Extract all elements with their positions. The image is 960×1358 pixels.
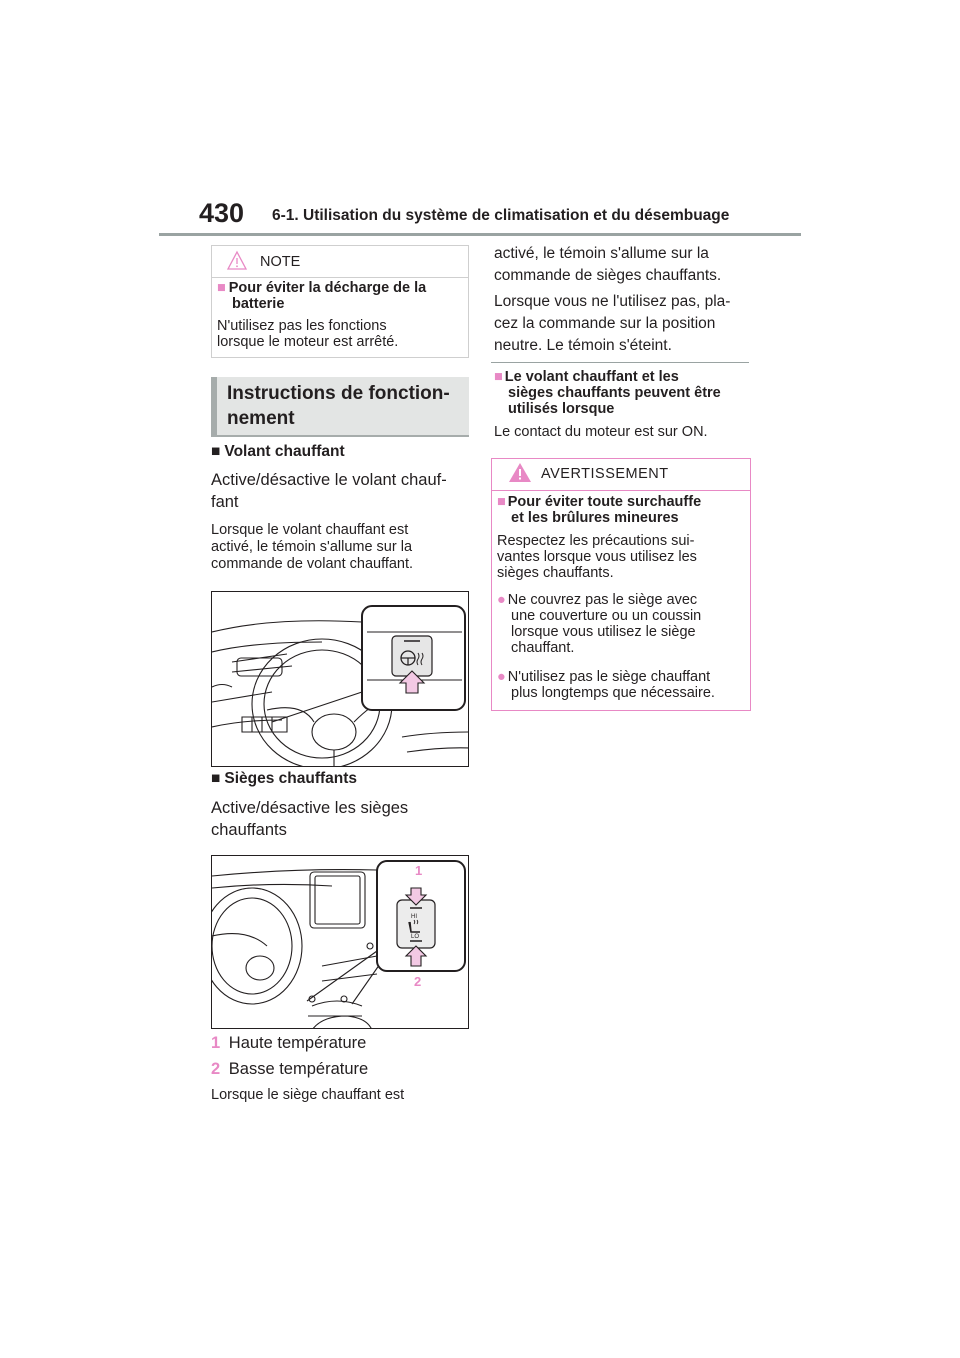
steering-title: Volant chauffant [224,443,345,460]
text-line: Lorsque le siège chauffant est [211,1087,405,1103]
header-divider [159,233,801,236]
steering-wheel-figure [211,591,469,767]
list-item [211,1058,368,1080]
text-line: chauffants [211,821,287,839]
warning-bullet-2 [497,669,715,701]
lo-label: LO [411,934,420,940]
usage-subheading [494,369,721,417]
warning-label: AVERTISSEMENT [541,466,669,482]
note-title [217,280,457,312]
warning-text [497,533,697,581]
neutral-position-paragraph [494,291,730,357]
section-divider [211,435,469,437]
seats-note [211,1087,404,1104]
steering-note [211,522,413,573]
warning-header [492,459,750,491]
note-label: NOTE [260,254,301,270]
seats-description [211,797,408,841]
text-line: neutre. Le témoin s'éteint. [494,337,672,354]
steering-wheel-illustration [212,592,469,767]
note-text-line: lorsque le moteur est arrêté. [217,334,399,350]
text-line: Ne couvrez pas le siège avec [507,592,698,608]
steering-subheading [211,443,345,461]
seats-title: Sièges chauffants [224,770,358,787]
text-line: activé, le témoin s'allume sur la [211,539,413,555]
text-line: plus longtemps que nécessaire. [511,685,715,701]
note-text-line: N'utilisez pas les fonctions [217,318,387,334]
note-header [212,246,468,278]
text-line: une couverture ou un coussin [511,608,702,624]
heated-seats-figure [211,855,469,1029]
text-line: sièges chauffants. [497,565,614,581]
text-line: et les brûlures mineures [511,510,679,526]
text-line: cez la commande sur la position [494,315,716,332]
section-heading-line: nement [227,408,295,429]
square-bullet-icon: ■ [211,443,221,460]
right-divider [491,362,749,363]
hi-label: HI [411,914,417,920]
item-number: 1 [211,1034,221,1052]
note-title-line: batterie [232,296,285,312]
item-text: Basse température [228,1060,369,1078]
callout-1: 1 [415,863,423,878]
warning-triangle-icon [508,462,532,484]
text-line: chauffant. [511,640,575,656]
text-line: commande de sièges chauffants. [494,267,722,284]
item-number: 2 [211,1060,221,1078]
caution-triangle-icon [226,250,248,272]
text-line: utilisés lorsque [508,401,615,417]
text-line: Active/désactive le volant chauf- [211,471,447,489]
page-number: 430 [199,198,245,228]
note-text [217,318,462,350]
text-line: Pour éviter toute surchauffe [507,494,702,510]
text-line: commande de volant chauffant. [211,556,414,572]
usage-text: Le contact du moteur est sur ON. [494,424,708,440]
warning-box [491,458,751,711]
square-bullet-icon: ■ [497,494,506,510]
warning-bullet-1 [497,592,701,656]
seats-note-continued [494,243,721,287]
text-line: Lorsque le volant chauffant est [211,522,409,538]
square-bullet-icon: ■ [211,770,221,787]
text-line: activé, le témoin s'allume sur la [494,245,709,262]
section-heading-line: Instructions de fonction- [227,383,450,404]
text-line: N'utilisez pas le siège chauffant [507,669,711,685]
text-line: Respectez les précautions sui- [497,533,695,549]
note-title-line: Pour éviter la décharge de la [228,280,427,296]
square-bullet-icon: ■ [494,369,503,385]
section-heading [211,377,469,435]
page-header-title: 6-1. Utilisation du système de climatisation et du désembuage [272,207,730,224]
heated-seats-illustration [212,856,469,1029]
text-line: vantes lorsque vous utilisez les [497,549,697,565]
item-text: Haute température [228,1034,367,1052]
text-line: lorsque vous utilisez le siège [511,624,696,640]
list-item [211,1032,366,1054]
text-line: sièges chauffants peuvent être [508,385,721,401]
text-line: fant [211,493,239,511]
seats-subheading [211,770,357,788]
steering-description [211,469,447,513]
callout-2: 2 [414,974,422,989]
text-line: Lorsque vous ne l'utilisez pas, pla- [494,293,731,310]
text-line: Le volant chauffant et les [504,369,679,385]
note-box [211,245,469,358]
square-bullet-icon: ■ [217,280,226,296]
bullet-icon: ● [497,592,506,608]
text-line: Active/désactive les sièges [211,799,409,817]
bullet-icon: ● [497,669,506,685]
warning-title [497,494,701,526]
